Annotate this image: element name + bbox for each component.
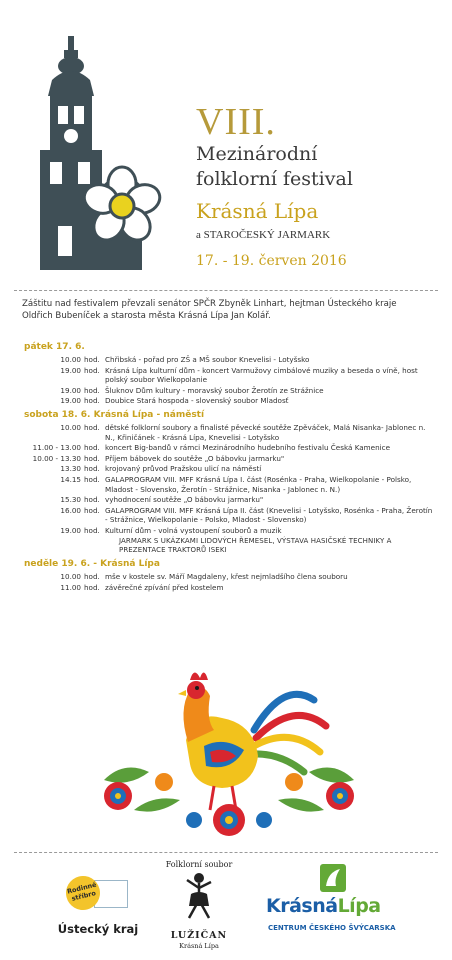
sponsor-footer [0,852,452,960]
day-heading: sobota 18. 6. Krásná Lípa - náměstí [24,409,205,420]
event-time: 14.15 [60,474,81,484]
krasna-lipa-wordmark: KrásnáLípa [266,895,381,917]
event-time: 11.00 - 13.00 [32,443,81,453]
day-heading: neděle 19. 6. - Krásná Lípa [24,559,160,570]
event-description: Příjem bábovek do soutěže „O bábovku jarmarku" [105,453,285,463]
festival-program [24,338,442,594]
event-time: 19.00 [60,385,81,395]
hour-unit: hod. [84,422,100,432]
hour-unit: hod. [84,474,100,484]
church-tower-logo [22,36,162,276]
event-description: Kulturní dům - volná vystoupení souborů a muzik [105,525,282,535]
event-time: 10.00 [60,355,81,364]
program-row [24,454,442,464]
jarmark-note: JARMARK S UKÁZKAMI LIDOVÝCH ŘEMESEL, VÝSTAVA HASIČSKÉ TECHNIKY A PREZENTACE TRAKTORŮ ISEKI [119,536,392,554]
program-row [24,506,442,525]
ustecky-kraj-logo [56,874,140,944]
rooster-folk-ornament [94,660,364,840]
event-time: 10.00 [60,572,81,582]
hour-unit: hod. [84,582,100,592]
hour-unit: hod. [84,365,100,375]
soubor-town: Krásná Lípa [179,942,219,950]
program-row [24,583,442,593]
hour-unit: hod. [84,355,100,364]
luzican-logo [164,860,234,952]
festival-header [0,0,452,290]
program-row [24,366,442,385]
program-row [24,443,442,453]
hour-unit: hod. [84,495,100,505]
soubor-name: LUŽIČAN [170,930,228,941]
event-time: 16.00 [60,505,81,515]
hour-unit: hod. [84,396,100,406]
event-time: 19.00 [60,525,81,535]
krasna-lipa-mark-icon [320,864,346,892]
town-name: Krásná Lípa [196,199,319,223]
hour-unit: hod. [84,505,100,515]
program-row [24,386,442,396]
event-description: Doubice Stará hospoda - slovenský soubor Mladosť [105,396,289,406]
divider-top [14,290,438,291]
event-description: Šluknov Dům kultury - moravský soubor Žerotín ze Strážnice [105,385,324,395]
program-row [24,464,442,474]
event-time: 13.30 [60,464,81,474]
program-row [24,355,442,365]
event-description: Chřibská - pořad pro ZŠ a MŠ soubor Knevelisi - Lotyšsko [105,355,310,364]
program-row [24,475,442,494]
event-description: mše v kostele sv. Máří Magdaleny, křest nejmladšího člena souboru [105,572,348,582]
kraj-name: Ústecký kraj [57,922,139,936]
hour-unit: hod. [84,453,100,463]
hour-unit: hod. [84,443,100,453]
event-time: 10.00 - 13.30 [32,453,81,463]
hour-unit: hod. [84,464,100,474]
event-description: závěrečné zpívání před kostelem [105,582,224,592]
patronage-text: Záštitu nad festivalem převzali senátor SPČR Zbyněk Linhart, hejtman Ústeckého kraje Oldřich Bubeníček a starosta města Krásná Lípa Jan Kolář. [22,299,397,321]
festival-dates: 17. - 19. červen 2016 [196,253,347,269]
program-row [24,423,442,442]
rodinne-stribro-badge: Rodinné stříbro [62,872,103,913]
krasna-lipa-logo [266,864,446,954]
event-time: 19.00 [60,396,81,406]
program-row [24,495,442,505]
title-line-1: Mezinárodní [196,143,318,165]
festival-title-block [196,102,436,274]
event-description: vyhodnocení soutěže „O bábovku jarmarku" [105,495,264,505]
event-time: 10.00 [60,422,81,432]
hour-unit: hod. [84,525,100,535]
event-time: 19.00 [60,365,81,375]
soubor-caption: Folklorní soubor [165,860,233,869]
event-time: 15.30 [60,495,81,505]
event-description: krojovaný průvod Pražskou ulicí na náměstí [105,464,262,474]
program-row [24,572,442,582]
hour-unit: hod. [84,385,100,395]
krasna-lipa-tagline: CENTRUM ČESKÉHO ŠVÝCARSKA [268,924,396,932]
day-heading: pátek 17. 6. [24,342,85,352]
edition-number: VIII. [196,101,276,143]
program-row [24,526,442,536]
event-description: Krásná Lípa kulturní dům - koncert Varmužovy cimbálové muziky a beseda o víně, host polský soubor Wielkopolanie [105,365,418,385]
event-description: GALAPROGRAM VIII. MFF Krásná Lípa II. část (Knevelisi - Lotyšsko, Rosénka - Praha, Žerotín - Strážnice, Wielkopolanie - Polsko, Mladost - Slovensko) [105,505,433,525]
event-description: koncert Big-bandů v rámci Mezinárodního hudebního festivalu Česká Kamenice [105,443,391,453]
dancer-icon [179,870,219,926]
hour-unit: hod. [84,572,100,582]
event-description: dětské folklorní soubory a finalisté pěvecké soutěže Zpěváček, Malá Nisanka- Jablonec n. N., Křiničánek - Krásná Lípa, Knevelisi - Lotyšsko [105,422,426,442]
title-line-2: folklorní festival [196,168,353,190]
program-row [24,396,442,406]
event-description: GALAPROGRAM VIII. MFF Krásná Lípa I. část (Rosénka - Praha, Wielkopolanie - Polsko, Mladost - Slovensko, Žerotín - Strážnice, Nisanka - Jablonec n. N.) [105,474,412,494]
event-time: 11.00 [60,582,81,592]
fair-subtitle: a STAROČESKÝ JARMARK [196,229,331,241]
